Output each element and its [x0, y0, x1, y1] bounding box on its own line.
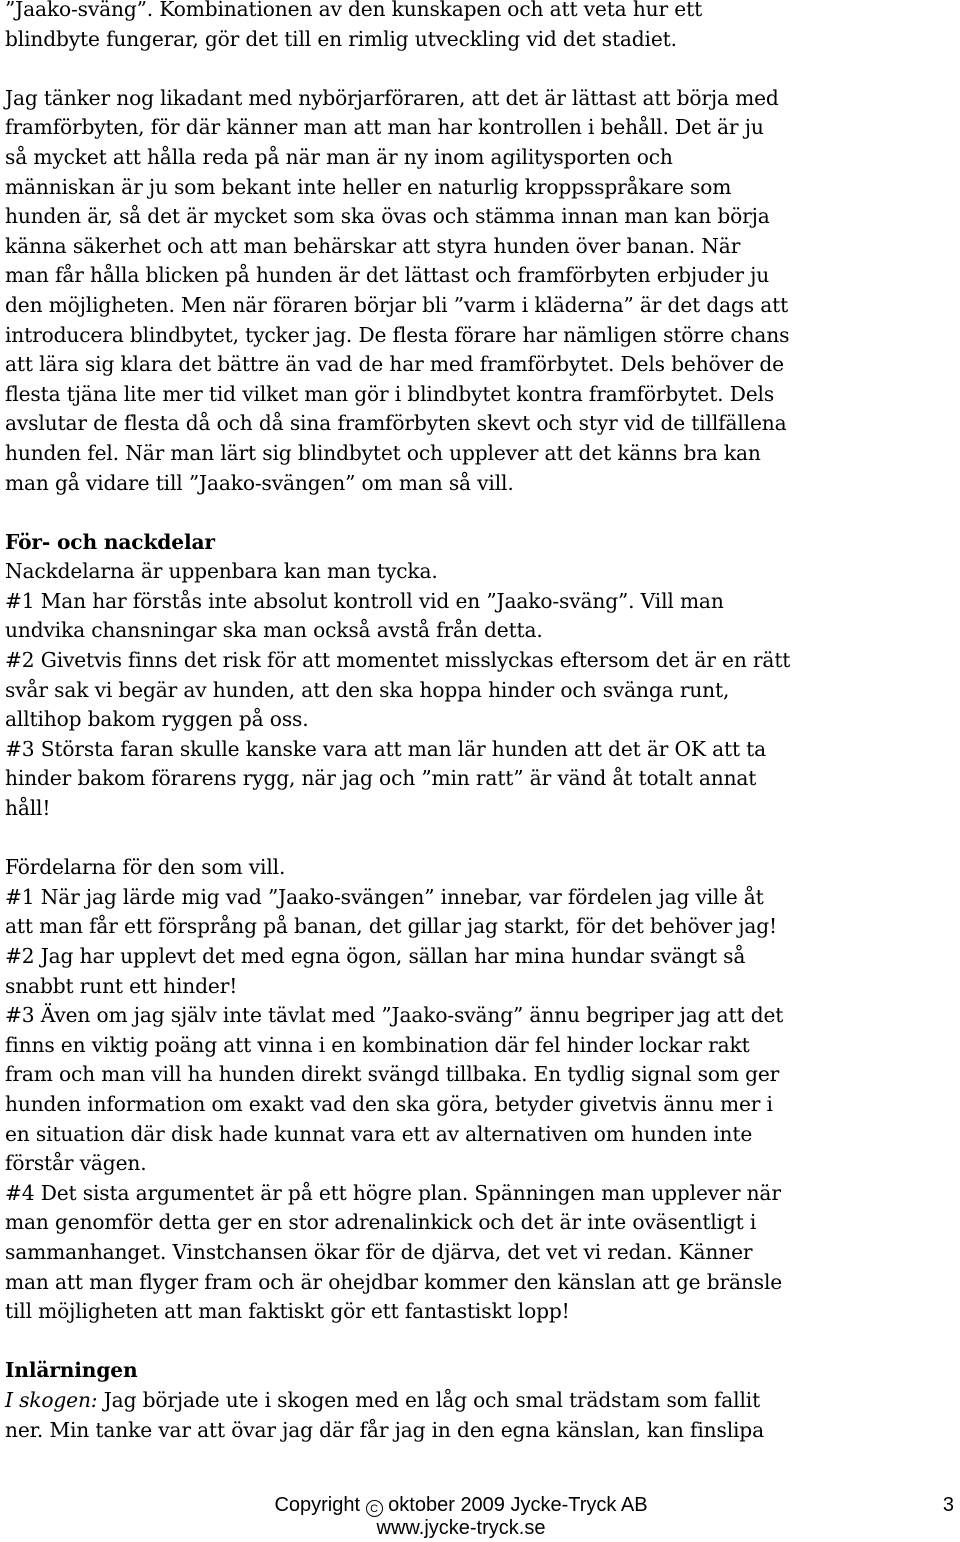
- text-line: undvika chansningar ska man också avstå från detta.: [5, 618, 543, 643]
- text-line: flesta tjäna lite mer tid vilket man gör i blindbytet kontra framförbytet. Dels: [5, 381, 775, 406]
- text-line: hunden information om exakt vad den ska göra, betyder givetvis ännu mer i: [5, 1091, 773, 1116]
- text-line: blindbyte fungerar, gör det till en rimlig utveckling vid det stadiet.: [5, 26, 677, 51]
- text-run: Jag började ute i skogen med en låg och smal trädstam som fallit: [97, 1387, 761, 1412]
- text-line: att lära sig klara det bättre än vad de har med framförbytet. Dels behöver de: [5, 352, 784, 377]
- text-line: Fördelarna för den som vill.: [5, 855, 286, 880]
- text-line: förstår vägen.: [5, 1151, 147, 1176]
- document-body: [5, 0, 957, 1445]
- section-heading: Inlärningen: [5, 1358, 138, 1383]
- footer-url[interactable]: www.jycke-tryck.se: [376, 1517, 546, 1539]
- text-line: hunden fel. När man lärt sig blindbytet och upplever att det känns bra kan: [5, 440, 761, 465]
- italic-lead: I skogen:: [5, 1387, 98, 1412]
- text-line: hinder bakom förarens rygg, när jag och ”min ratt” är vänd åt totalt annat: [5, 766, 757, 791]
- text-line: finns en viktig poäng att vinna i en kombination där fel hinder lockar rakt: [5, 1032, 750, 1057]
- text-line: man gå vidare till ”Jaako-svängen” om man så vill.: [5, 470, 514, 495]
- text-line: till möjligheten att man faktiskt gör ett fantastiskt lopp!: [5, 1299, 570, 1324]
- text-line: alltihop bakom ryggen på oss.: [5, 707, 309, 732]
- text-line: man genomför detta ger en stor adrenalinkick och det är inte oväsentligt i: [5, 1210, 757, 1235]
- text-line: introducera blindbytet, tycker jag. De flesta förare har nämligen större chans: [5, 322, 790, 347]
- paragraph-gap: [5, 1327, 957, 1357]
- text-line: att man får ett försprång på banan, det gillar jag starkt, för det behöver jag!: [5, 914, 778, 939]
- text-line: #2 Givetvis finns det risk för att momentet misslyckas eftersom det är en rätt: [5, 648, 791, 673]
- text-line: #1 Man har förstås inte absolut kontroll vid en ”Jaako-sväng”. Vill man: [5, 588, 724, 613]
- text-line: Nackdelarna är uppenbara kan man tycka.: [5, 559, 438, 584]
- copyright-text: oktober 2009 Jycke-Tryck AB: [388, 1494, 648, 1516]
- text-line: människan är ju som bekant inte heller en naturlig kroppsspråkare som: [5, 174, 732, 199]
- text-line: Jag tänker nog likadant med nybörjarföraren, att det är lättast att börja med: [5, 85, 779, 110]
- text-line: svår sak vi begär av hunden, att den ska hoppa hinder och svänga runt,: [5, 677, 730, 702]
- copyright-icon: C: [366, 1500, 383, 1517]
- text-line: #2 Jag har upplevt det med egna ögon, sällan har mina hundar svängt så: [5, 944, 746, 968]
- text-line: ”Jaako-sväng”. Kombinationen av den kunskapen och att veta hur ett: [5, 0, 703, 21]
- text-line: man får hålla blicken på hunden är det lättast och framförbyten erbjuder ju: [5, 263, 770, 288]
- text-line: ner. Min tanke var att övar jag där får jag in den egna känslan, kan finslipa: [5, 1417, 764, 1442]
- text-line: fram och man vill ha hunden direkt svängd tillbaka. En tydlig signal som ger: [5, 1062, 780, 1087]
- text-line: man att man flyger fram och är ohejdbar kommer den känslan att ge bränsle: [5, 1269, 783, 1294]
- page-number: 3: [942, 1494, 954, 1516]
- paragraph-gap: [5, 54, 957, 84]
- text-line: så mycket att hålla reda på när man är ny inom agilitysporten och: [5, 144, 673, 169]
- text-line: #4 Det sista argumentet är på ett högre plan. Spänningen man upplever när: [5, 1180, 781, 1205]
- text-line: hunden är, så det är mycket som ska övas och stämma innan man kan börja: [5, 204, 770, 229]
- text-line: sammanhanget. Vinstchansen ökar för de djärva, det vet vi redan. Känner: [5, 1239, 753, 1264]
- text-line: håll!: [5, 796, 51, 821]
- text-line: #3 Även om jag själv inte tävlat med ”Jaako-sväng” ännu begriper jag att det: [5, 1003, 784, 1028]
- copyright-label: Copyright: [274, 1494, 361, 1516]
- paragraph-gap: [5, 824, 957, 854]
- text-line: en situation där disk hade kunnat vara ett av alternativen om hunden inte: [5, 1121, 753, 1146]
- text-line: den möjligheten. Men när föraren börjar bli ”varm i kläderna” är det dags att: [5, 292, 789, 317]
- text-line: framförbyten, för där känner man att man har kontrollen i behåll. Det är ju: [5, 115, 764, 140]
- text-line: [5, 1386, 957, 1416]
- text-line: avslutar de flesta då och då sina framförbyten skevt och styr vid de tillfällena: [5, 411, 787, 436]
- text-line: känna säkerhet och att man behärskar att styra hunden över banan. När: [5, 233, 741, 258]
- text-line: #1 När jag lärde mig vad ”Jaako-svängen” innebar, var fördelen jag ville åt: [5, 884, 764, 909]
- text-line: #3 Största faran skulle kanske vara att man lär hunden att det är OK att ta: [5, 736, 767, 761]
- section-heading: För- och nackdelar: [5, 529, 215, 554]
- paragraph-gap: [5, 498, 957, 528]
- page-footer: [0, 1492, 960, 1542]
- text-line: snabbt runt ett hinder!: [5, 973, 238, 998]
